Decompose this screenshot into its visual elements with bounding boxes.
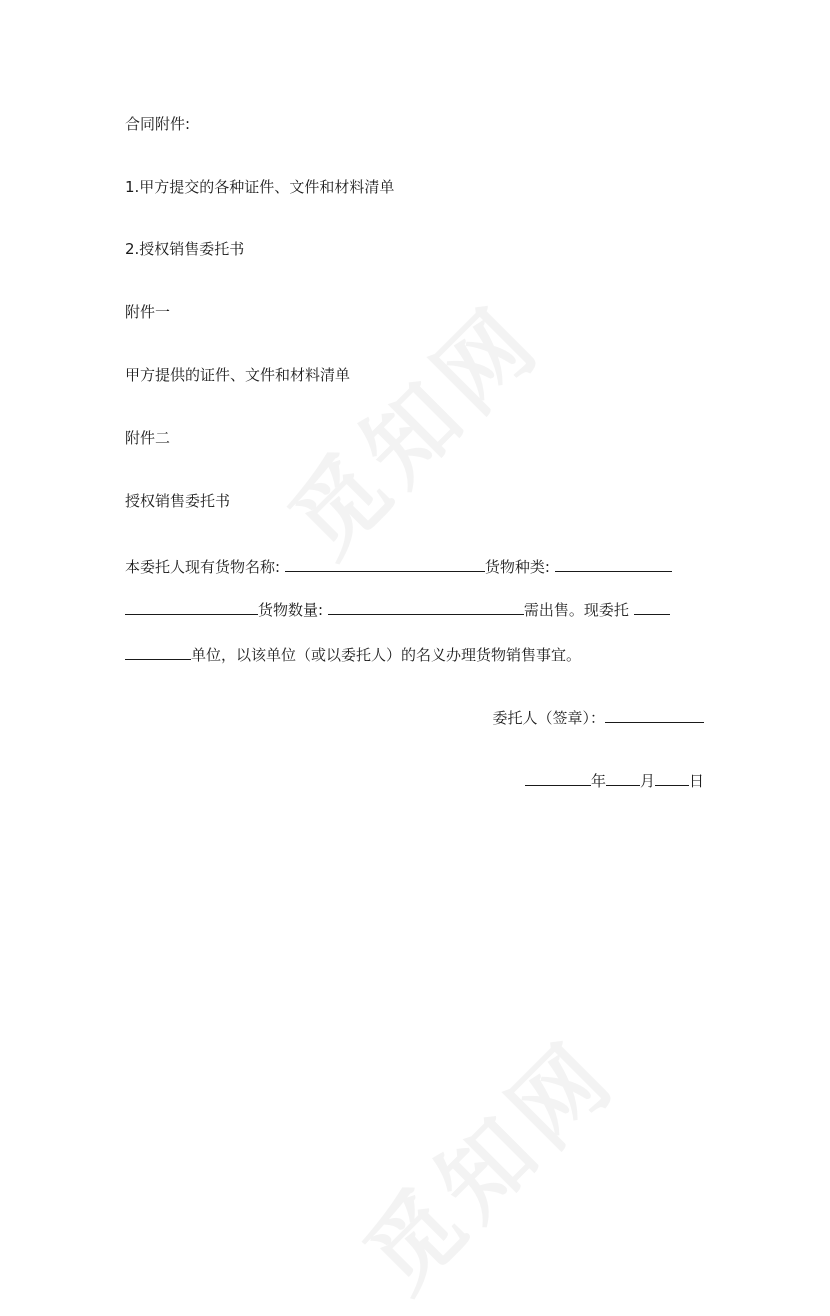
- signature-line: [492, 706, 704, 728]
- year-label: 年: [590, 772, 606, 790]
- paragraph-line-3: [125, 643, 581, 665]
- signature-blank: [605, 706, 704, 723]
- annex-2-label: 附件二: [125, 429, 171, 447]
- entrusted-unit-blank: [634, 598, 670, 615]
- attachments-heading: 合同附件:: [125, 115, 191, 133]
- sale-entrust-label: 需出售。现委托: [523, 601, 634, 619]
- attachment-item-1: 1.甲方提交的各种证件、文件和材料清单: [125, 178, 395, 196]
- goods-quantity-blank: [328, 598, 524, 615]
- day-label: 日: [688, 772, 704, 790]
- day-blank: [655, 769, 689, 786]
- attachment-item-2: 2.授权销售委托书: [125, 240, 245, 258]
- month-blank: [606, 769, 640, 786]
- signature-label: 委托人（签章）：: [492, 709, 605, 727]
- date-line: [525, 769, 704, 791]
- goods-quantity-label: 货物数量:: [258, 601, 328, 619]
- entrusted-unit-blank-cont: [125, 643, 191, 660]
- goods-type-label: 货物种类:: [484, 558, 555, 576]
- watermark-bottom: [331, 996, 649, 1314]
- goods-type-blank-cont: [125, 598, 258, 615]
- goods-name-label: 本委托人现有货物名称:: [125, 558, 285, 576]
- goods-name-blank: [285, 555, 485, 572]
- annex-1-title: 甲方提供的证件、文件和材料清单: [125, 366, 351, 384]
- annex-2-title: 授权销售委托书: [125, 492, 231, 510]
- annex-1-label: 附件一: [125, 303, 171, 321]
- month-label: 月: [639, 772, 655, 790]
- paragraph-line-2: [125, 598, 670, 620]
- goods-type-blank: [555, 555, 672, 572]
- year-blank: [525, 769, 591, 786]
- paragraph-line-3-text: 单位，以该单位（或以委托人）的名义办理货物销售事宜。: [191, 646, 582, 664]
- paragraph-line-1: [125, 555, 672, 577]
- watermark: [256, 261, 574, 579]
